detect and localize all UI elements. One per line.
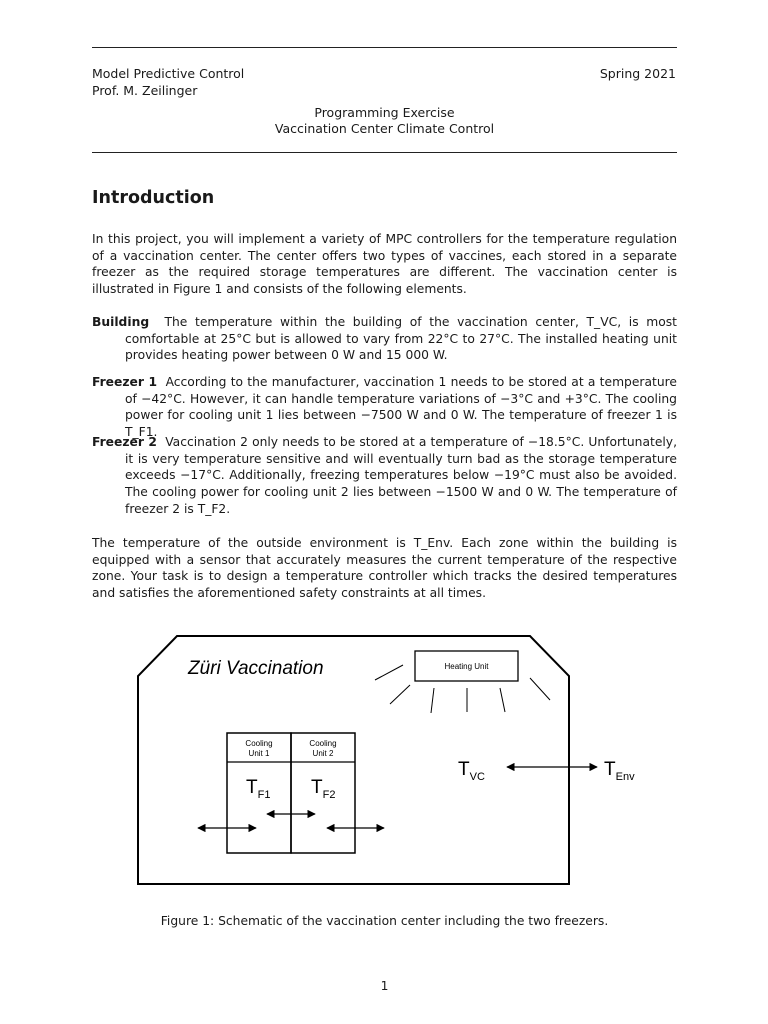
figure-caption: Figure 1: Schematic of the vaccination center including the two freezers. bbox=[160, 914, 609, 928]
element-term: Freezer 1 bbox=[92, 375, 158, 389]
building-name: Züri Vaccination bbox=[188, 658, 324, 679]
intro-paragraph: In this project, you will implement a variety of MPC controllers for the temperature regulation of a vaccination center. The center offers two types of vaccines, each stored in a separate freezer as the required storage temperatures are different. The vaccination center is illustrated in Figure 1 and consists of the following elements. bbox=[92, 232, 677, 297]
cooling-unit-2-label-line-2: Unit 2 bbox=[312, 749, 334, 758]
element-term: Freezer 2 bbox=[92, 435, 157, 449]
cooling-unit-1-label-line-2: Unit 1 bbox=[248, 749, 270, 758]
t-env-label: $T_{Env}$ bbox=[604, 759, 635, 783]
heat-rays bbox=[375, 665, 550, 713]
course-name: Model Predictive Control bbox=[92, 66, 245, 81]
page-number: 1 bbox=[380, 979, 389, 993]
exercise-type: Programming Exercise bbox=[314, 105, 455, 120]
t-f2-label: $T_{F2}$ bbox=[311, 777, 336, 801]
t-f1-label: $T_{F1}$ bbox=[246, 777, 271, 801]
term: Spring 2021 bbox=[599, 66, 676, 81]
element-term: Building bbox=[92, 315, 150, 329]
closing-paragraph: The temperature of the outside environment is T_Env. Each zone within the building is equipped with a sensor that accurately measures the current temperature of the respective zone. Your task is to design a temperature controller which tracks the desired temperatures and satisfies the aforementioned safety constraints at all times. bbox=[92, 536, 677, 601]
element-description: The temperature within the building of the vaccination center, T_VC, is most comfortable at 25°C but is allowed to vary from 22°C to 27°C. The installed heating unit provides heating power between 0 W and 15 000 W. bbox=[125, 315, 677, 363]
professor-name: Prof. M. Zeilinger bbox=[92, 83, 198, 98]
element-description: Vaccination 2 only needs to be stored at a temperature of −18.5°C. Unfortunately, it is very temperature sensitive and will eventually turn bad as the storage temperature exceeds −17°C. Additionally, freezing temperatures below −19°C must also be avoided. The cooling power for cooling unit 2 lies between −1500 W and 0 W. The temperature of freezer 2 is T_F2. bbox=[125, 435, 677, 516]
exercise-title: Vaccination Center Climate Control bbox=[274, 121, 495, 136]
cooling-unit-1-label-line-1: Cooling bbox=[245, 739, 273, 748]
heating-unit-label: Heating Unit bbox=[444, 662, 489, 671]
element-description: According to the manufacturer, vaccination 1 needs to be stored at a temperature of −42°C. However, it can handle temperature variations of −3°C and +3°C. The cooling power for cooling unit 1 lies between −7500 W and 0 W. The temperature of freezer 1 is T_F1. bbox=[125, 375, 677, 440]
t-vc-label: $T_{VC}$ bbox=[458, 759, 485, 783]
cooling-unit-2-label-line-1: Cooling bbox=[309, 739, 337, 748]
section-title: Introduction bbox=[92, 188, 215, 208]
